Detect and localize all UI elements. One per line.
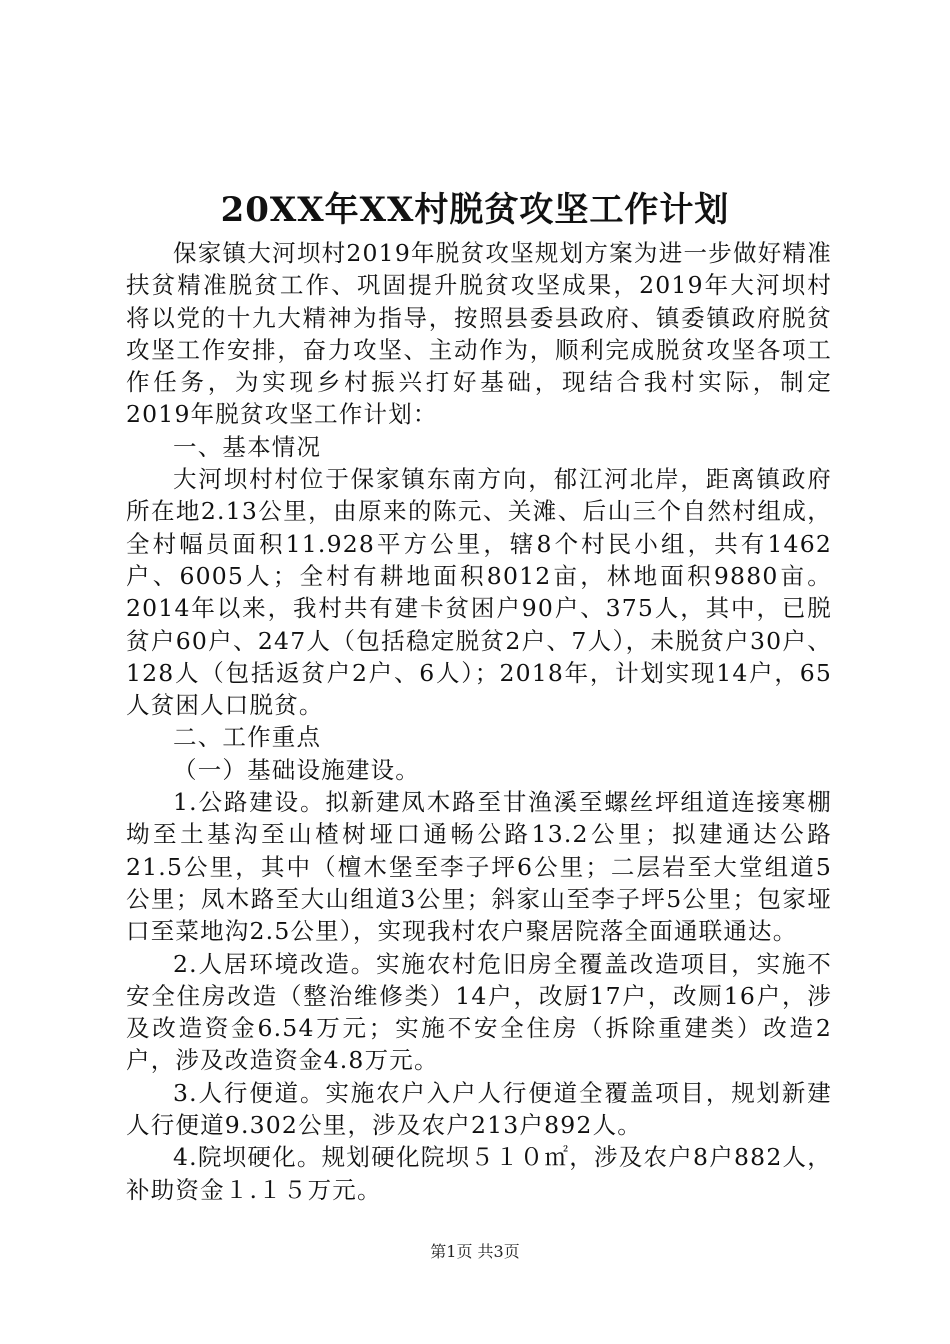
- page-number-footer: 第1页 共3页: [430, 1242, 520, 1261]
- living-environment-paragraph: 2.人居环境改造。实施农村危旧房全覆盖改造项目，实施不安全住房改造（整治维修类）14户，改厨17户，改厕16户，涉及改造资金6.54万元；实施不安全住房（拆除重建类）改造2户，涉及改造资金4.8万元。: [126, 949, 832, 1075]
- sidewalk-paragraph: 3.人行便道。实施农户入户人行便道全覆盖项目，规划新建人行便道9.302公里，涉及农户213户892人。: [126, 1078, 832, 1140]
- courtyard-hardening-paragraph: 4.院坝硬化。规划硬化院坝５１０㎡，涉及农户8户882人，补助资金１.１５万元。: [126, 1143, 832, 1204]
- section-heading-work-focus: 二、工作重点: [173, 723, 322, 752]
- subsection-heading-infrastructure: （一）基础设施建设。: [173, 755, 420, 784]
- document-body: [126, 237, 832, 1206]
- document-title: 20XX年XX村脱贫攻坚工作计划: [220, 190, 730, 230]
- basic-situation-paragraph: 大河坝村村位于保家镇东南方向，郁江河北岸，距离镇政府所在地2.13公里，由原来的陈元、关滩、后山三个自然村组成，全村幅员面积11.928平方公里，辖8个村民小组，共有1462户、6005人；全村有耕地面积8012亩，林地面积9880亩。2014年以来，我村共有建卡贫困户90户、375人，其中，已脱贫户60户、247人（包括稳定脱贫2户、7人），未脱贫户30户、128人（包括返贫户2户、6人）；2018年，计划实现14户，65人贫困人口脱贫。: [126, 465, 832, 720]
- section-heading-basic-situation: 一、基本情况: [173, 432, 322, 461]
- road-construction-paragraph: 1.公路建设。拟新建凤木路至甘渔溪至螺丝坪组道连接寒棚坳至土基沟至山楂树垭口通畅公路13.2公里；拟建通达公路21.5公里，其中（檀木堡至李子坪6公里；二层岩至大堂组道5公里；凤木路至大山组道3公里；斜家山至李子坪5公里；包家垭口至菜地沟2.5公里），实现我村农户聚居院落全面通联通达。: [126, 788, 832, 946]
- intro-paragraph: 保家镇大河坝村2019年脱贫攻坚规划方案为进一步做好精准扶贫精准脱贫工作、巩固提升脱贫攻坚成果，2019年大河坝村将以党的十九大精神为指导，按照县委县政府、镇委镇政府脱贫攻坚工作安排，奋力攻坚、主动作为，顺利完成脱贫攻坚各项工作任务，为实现乡村振兴打好基础，现结合我村实际，制定2019年脱贫攻坚工作计划：: [126, 239, 832, 429]
